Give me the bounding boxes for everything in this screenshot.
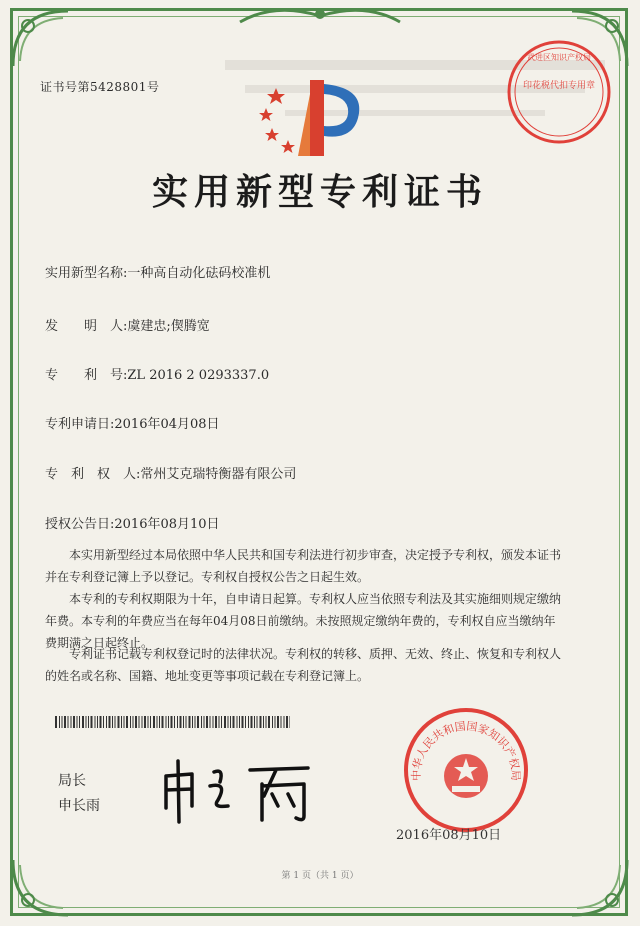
- field-value: ZL 2016 2 0293337.0: [127, 368, 270, 383]
- barcode-bar: [213, 716, 214, 728]
- barcode-bar: [118, 716, 120, 728]
- barcode-bar: [82, 716, 84, 728]
- barcode-bar: [195, 716, 196, 728]
- paragraph-grant: 本实用新型经过本局依照中华人民共和国专利法进行初步审查，决定授予专利权，颁发本证书并在专利登记簿上予以登记。专利权自授权公告之日起生效。: [45, 548, 562, 584]
- barcode-bar: [254, 716, 255, 728]
- tax-seal: [505, 38, 613, 146]
- field-value: 一种高自动化砝码校准机: [127, 266, 271, 281]
- barcode-bar: [224, 716, 226, 728]
- barcode-bar: [263, 716, 264, 728]
- patent-office-logo-icon: [258, 74, 372, 158]
- barcode-bar: [210, 716, 211, 728]
- field-label: 授权公告日:: [45, 517, 115, 532]
- barcode-bar: [281, 716, 282, 728]
- barcode-bar: [174, 716, 175, 728]
- field-grant-date: [45, 513, 220, 532]
- field-label: 实用新型名称:: [45, 266, 128, 281]
- barcode-bar: [130, 716, 131, 728]
- barcode-bar: [183, 716, 184, 728]
- barcode-bar: [150, 716, 151, 728]
- barcode-bar: [268, 716, 270, 728]
- paragraph-legal-status: 专利证书记载专利权登记时的法律状况。专利权的转移、质押、无效、终止、恢复和专利权人的姓名或名称、国籍、地址变更等事项记载在专利登记簿上。: [45, 647, 562, 683]
- barcode-bar: [139, 716, 140, 728]
- barcode-bar: [197, 716, 199, 728]
- barcode-bar: [86, 716, 87, 728]
- barcode-bar: [248, 716, 249, 728]
- barcode-bar: [109, 716, 111, 728]
- state-ipo-seal: [402, 706, 530, 834]
- barcode-bar: [115, 716, 116, 728]
- barcode-bar: [251, 716, 253, 728]
- barcode-bar: [153, 716, 155, 728]
- barcode-bar: [266, 716, 267, 728]
- barcode-bar: [275, 716, 276, 728]
- barcode-bar: [260, 716, 262, 728]
- field-value: 虞建忠;偰腾宽: [127, 319, 210, 334]
- director-name: 申长雨: [58, 798, 100, 814]
- barcode-bar: [77, 716, 78, 728]
- seal-center-text: 印花税代扣专用章: [522, 81, 596, 91]
- field-label: 专利申请日:: [45, 417, 115, 432]
- handwritten-signature: [158, 756, 318, 826]
- seal-ring-text: 中华人民共和国国家知识产权局: [409, 719, 523, 781]
- field-inventor: [45, 315, 210, 334]
- barcode-bar: [106, 716, 107, 728]
- barcode-bar: [180, 716, 182, 728]
- barcode-bar: [162, 716, 164, 728]
- barcode-bar: [112, 716, 113, 728]
- barcode-bar: [168, 716, 169, 728]
- barcode-bar: [103, 716, 104, 728]
- barcode: [55, 716, 290, 728]
- barcode-bar: [290, 716, 291, 728]
- barcode-bar: [201, 716, 202, 728]
- barcode-bar: [157, 716, 158, 728]
- barcode-bar: [79, 716, 80, 728]
- barcode-bar: [68, 716, 69, 728]
- barcode-bar: [277, 716, 279, 728]
- seal-issue-date: 2016年08月10日: [396, 828, 502, 843]
- barcode-bar: [228, 716, 229, 728]
- barcode-bar: [95, 716, 96, 728]
- certificate-number: 证书号第5428801号: [40, 80, 160, 94]
- field-value: 2016年08月10日: [114, 517, 220, 532]
- barcode-bar: [189, 716, 191, 728]
- barcode-bar: [257, 716, 258, 728]
- barcode-bar: [121, 716, 122, 728]
- corner-ornament-icon: [8, 6, 78, 76]
- certificate-title: 实用新型专利证书: [151, 171, 488, 213]
- barcode-bar: [221, 716, 222, 728]
- field-value: 常州艾克瑞特衡器有限公司: [140, 467, 297, 482]
- barcode-bar: [177, 716, 178, 728]
- barcode-bar: [215, 716, 217, 728]
- barcode-bar: [126, 716, 128, 728]
- barcode-bar: [100, 716, 102, 728]
- barcode-bar: [272, 716, 273, 728]
- barcode-bar: [284, 716, 285, 728]
- barcode-bar: [62, 716, 63, 728]
- corner-ornament-icon: [562, 850, 632, 920]
- field-utility-model-name: [45, 262, 270, 281]
- corner-ornament-icon: [8, 850, 78, 920]
- field-label: 专 利 号:: [45, 368, 128, 383]
- barcode-bar: [144, 716, 146, 728]
- barcode-bar: [230, 716, 231, 728]
- director-title: 局长: [58, 773, 86, 789]
- barcode-bar: [192, 716, 193, 728]
- barcode-bar: [91, 716, 93, 728]
- barcode-bar: [219, 716, 220, 728]
- barcode-bar: [124, 716, 125, 728]
- barcode-bar: [71, 716, 72, 728]
- barcode-bar: [73, 716, 75, 728]
- field-patentee: [45, 463, 296, 482]
- barcode-bar: [206, 716, 208, 728]
- barcode-bar: [142, 716, 143, 728]
- barcode-bar: [171, 716, 173, 728]
- barcode-bar: [204, 716, 205, 728]
- top-ornament-icon: [230, 2, 410, 28]
- barcode-bar: [133, 716, 134, 728]
- field-patent-number: [45, 364, 269, 383]
- barcode-bar: [59, 716, 60, 728]
- seal-ring-text: 武进区知识产权局: [527, 53, 591, 62]
- barcode-bar: [237, 716, 238, 728]
- barcode-bar: [239, 716, 240, 728]
- barcode-bar: [166, 716, 167, 728]
- barcode-bar: [97, 716, 98, 728]
- barcode-bar: [233, 716, 235, 728]
- field-label: 发 明 人:: [45, 319, 128, 334]
- field-value: 2016年04月08日: [114, 417, 220, 432]
- barcode-bar: [245, 716, 246, 728]
- field-label: 专 利 权 人:: [45, 467, 141, 482]
- page-footer: 第 1 页（共 1 页）: [281, 871, 359, 881]
- barcode-bar: [159, 716, 160, 728]
- barcode-bar: [135, 716, 137, 728]
- barcode-bar: [242, 716, 244, 728]
- barcode-bar: [148, 716, 149, 728]
- barcode-bar: [55, 716, 57, 728]
- field-application-date: [45, 413, 220, 432]
- barcode-bar: [64, 716, 66, 728]
- barcode-bar: [286, 716, 288, 728]
- paragraph-term: 本专利的专利权期限为十年，自申请日起算。专利权人应当依照专利法及其实施细则规定缴纳年费。本专利的年费应当在每年04月08日前缴纳。未按照规定缴纳年费的，专利权自应当缴纳年费期满之日起终止。: [45, 592, 562, 650]
- barcode-bar: [186, 716, 187, 728]
- barcode-bar: [88, 716, 89, 728]
